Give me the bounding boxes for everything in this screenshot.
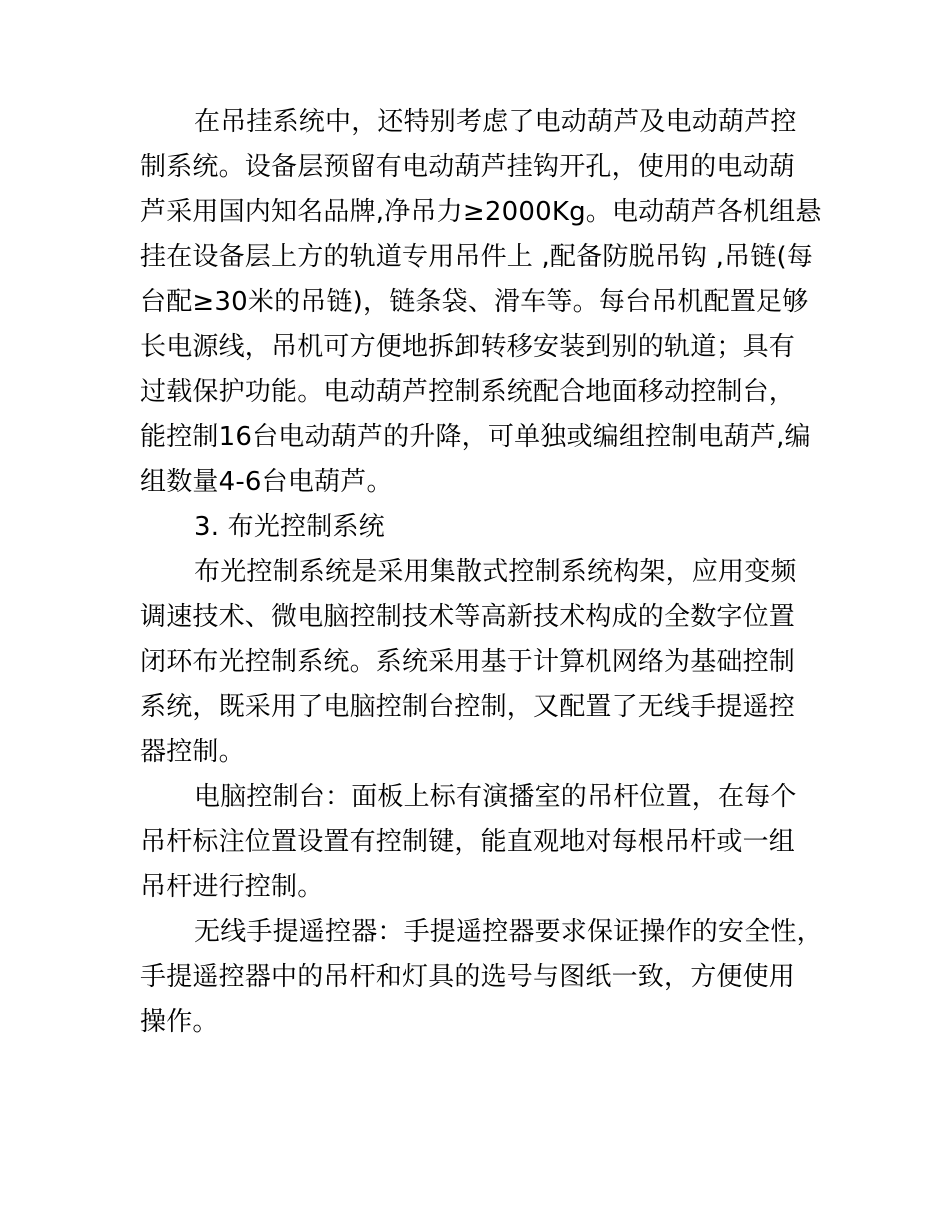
paragraph-hoist-system — [140, 100, 822, 505]
text-line: 吊杆标注位置设置有控制键，能直观地对每根吊杆或一组 — [140, 827, 796, 857]
text-line: 挂在设备层上方的轨道专用吊件上 ,配备防脱吊钩 ,吊链(每 — [140, 242, 814, 272]
text-line: 电脑控制台：面板上标有演播室的吊杆位置，在每个 — [194, 782, 797, 812]
paragraph-computer-console — [140, 775, 812, 910]
text-line: 制系统。设备层预留有电动葫芦挂钩开孔，使用的电动葫 — [140, 152, 796, 182]
text-line: 芦采用国内知名品牌,净吊力≥2000Kg。电动葫芦各机组悬 — [140, 197, 822, 227]
text-line: 手提遥控器中的吊杆和灯具的选号与图纸一致，方便使用 — [140, 962, 796, 992]
text-line: 操作。 — [140, 1007, 219, 1037]
text-line: 布光控制系统是采用集散式控制系统构架，应用变频 — [194, 557, 797, 587]
text-line: 长电源线，吊机可方便地拆卸转移安装到别的轨道；具有 — [140, 332, 796, 362]
text-line: 闭环布光控制系统。系统采用基于计算机网络为基础控制 — [140, 647, 796, 677]
paragraph-lighting-control — [140, 550, 812, 775]
section-heading — [140, 505, 812, 550]
text-line: 能控制16台电动葫芦的升降，可单独或编组控制电葫芦,编 — [140, 422, 811, 452]
text-line: 调速技术、微电脑控制技术等高新技术构成的全数字位置 — [140, 602, 796, 632]
text-line: 系统，既采用了电脑控制台控制，又配置了无线手提遥控 — [140, 692, 796, 722]
paragraph-wireless-remote — [140, 910, 823, 1045]
text-line: 无线手提遥控器：手提遥控器要求保证操作的安全性， — [194, 917, 823, 947]
heading-text: 3. 布光控制系统 — [194, 512, 385, 542]
text-line: 台配≥30米的吊链)，链条袋、滑车等。每台吊机配置足够 — [140, 287, 809, 317]
text-line: 器控制。 — [140, 737, 245, 767]
text-line: 吊杆进行控制。 — [140, 872, 324, 902]
text-line: 在吊挂系统中，还特别考虑了电动葫芦及电动葫芦控 — [194, 107, 797, 137]
text-line: 过载保护功能。电动葫芦控制系统配合地面移动控制台， — [140, 377, 796, 407]
text-line: 组数量4-6台电葫芦。 — [140, 467, 393, 497]
